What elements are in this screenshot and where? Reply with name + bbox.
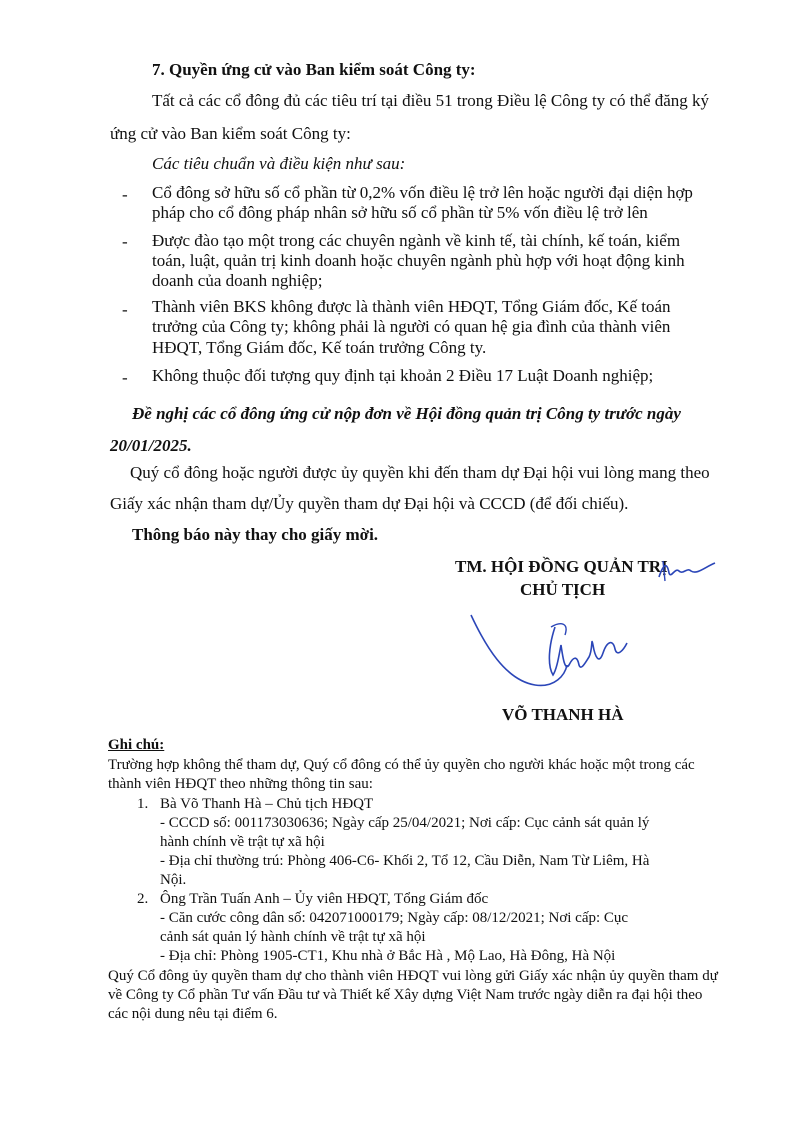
intro-line: Tất cả các cổ đông đủ các tiêu trí tại điều 51 trong Điều lệ Công ty có thể đăng ký xyxy=(152,91,710,110)
request-line: Đề nghị các cổ đông ứng cử nộp đơn về Hội đồng quản trị Công ty trước ngày xyxy=(132,404,681,423)
note-title: Ghi chú: xyxy=(108,737,165,753)
person-detail: hành chính về trật tự xã hội xyxy=(160,834,325,850)
list-number: 1. xyxy=(137,796,149,812)
reminder-line: Giấy xác nhận tham dự/Ủy quyền tham dự Đại hội và CCCD (để đối chiếu). xyxy=(110,494,629,513)
person-detail: - Địa chỉ thường trú: Phòng 406-C6- Khối 2, Tổ 12, Cầu Diễn, Nam Từ Liêm, Hà xyxy=(160,853,650,869)
person-name: Ông Trần Tuấn Anh – Ủy viên HĐQT, Tổng Giám đốc xyxy=(160,891,489,907)
note-closing: Quý Cổ đông ủy quyền tham dự cho thành viên HĐQT vui lòng gửi Giấy xác nhận ủy quyền tham dự xyxy=(108,968,718,984)
note-closing: về Công ty Cổ phần Tư vấn Đầu tư và Thiết kế Xây dựng Việt Nam trước ngày diễn ra đại hội theo xyxy=(108,987,703,1003)
notice-line: Thông báo này thay cho giấy mời. xyxy=(132,525,379,544)
person-detail: cảnh sát quản lý hành chính về trật tự xã hội xyxy=(160,929,426,945)
request-date: 20/01/2025. xyxy=(110,436,192,455)
signer-organization: TM. HỘI ĐỒNG QUẢN TRỊ xyxy=(455,557,668,576)
bullet-marker: - xyxy=(122,300,128,319)
bullet-text: Thành viên BKS không được là thành viên HĐQT, Tổng Giám đốc, Kế toán xyxy=(152,297,671,316)
bullet-marker: - xyxy=(122,368,128,387)
bullet-text: Cổ đông sở hữu số cổ phần từ 0,2% vốn điều lệ trở lên hoặc người đại diện hợp xyxy=(152,183,693,202)
list-number: 2. xyxy=(137,891,149,907)
bullet-marker: - xyxy=(122,232,128,251)
bullet-text: toán, luật, quản trị kinh doanh hoặc chuyên ngành phù hợp với hoạt động kinh xyxy=(152,251,685,270)
intro-line: ứng cử vào Ban kiểm soát Công ty: xyxy=(110,124,351,143)
person-detail: - Địa chỉ: Phòng 1905-CT1, Khu nhà ở Bắc Hà , Mộ Lao, Hà Đông, Hà Nội xyxy=(160,948,616,964)
person-detail: - Căn cước công dân số: 042071000179; Ngày cấp: 08/12/2021; Nơi cấp: Cục xyxy=(160,910,629,926)
criteria-title: Các tiêu chuẩn và điều kiện như sau: xyxy=(152,154,406,173)
person-detail: Nội. xyxy=(160,872,187,888)
initial-mark xyxy=(655,555,720,585)
bullet-text: Được đào tạo một trong các chuyên ngành về kinh tế, tài chính, kế toán, kiểm xyxy=(152,231,681,250)
bullet-marker: - xyxy=(122,185,128,204)
person-name: Bà Võ Thanh Hà – Chủ tịch HĐQT xyxy=(160,796,374,812)
bullet-text: Không thuộc đối tượng quy định tại khoản 2 Điều 17 Luật Doanh nghiệp; xyxy=(152,366,654,385)
signer-title: CHỦ TỊCH xyxy=(520,580,606,599)
bullet-text: pháp cho cổ đông pháp nhân sở hữu số cổ phần từ 5% vốn điều lệ trở lên xyxy=(152,203,648,222)
bullet-text: doanh của doanh nghiệp; xyxy=(152,271,323,290)
bullet-text: trưởng của Công ty; không phải là người có quan hệ gia đình của thành viên xyxy=(152,317,671,336)
reminder-line: Quý cổ đông hoặc người được ủy quyền khi đến tham dự Đại hội vui lòng mang theo xyxy=(130,463,710,482)
bullet-text: HĐQT, Tổng Giám đốc, Kế toán trưởng Công ty. xyxy=(152,338,487,357)
signer-name: VÕ THANH HÀ xyxy=(502,705,624,724)
handwritten-signature xyxy=(465,605,645,695)
note-intro: thành viên HĐQT theo những thông tin sau: xyxy=(108,776,373,792)
section-heading: 7. Quyền ứng cử vào Ban kiểm soát Công ty: xyxy=(152,60,476,79)
person-detail: - CCCD số: 001173030636; Ngày cấp 25/04/2021; Nơi cấp: Cục cảnh sát quản lý xyxy=(160,815,650,831)
note-intro: Trường hợp không thể tham dự, Quý cổ đông có thể ủy quyền cho người khác hoặc một trong các xyxy=(108,757,695,773)
note-closing: các nội dung nêu tại điểm 6. xyxy=(108,1006,278,1022)
